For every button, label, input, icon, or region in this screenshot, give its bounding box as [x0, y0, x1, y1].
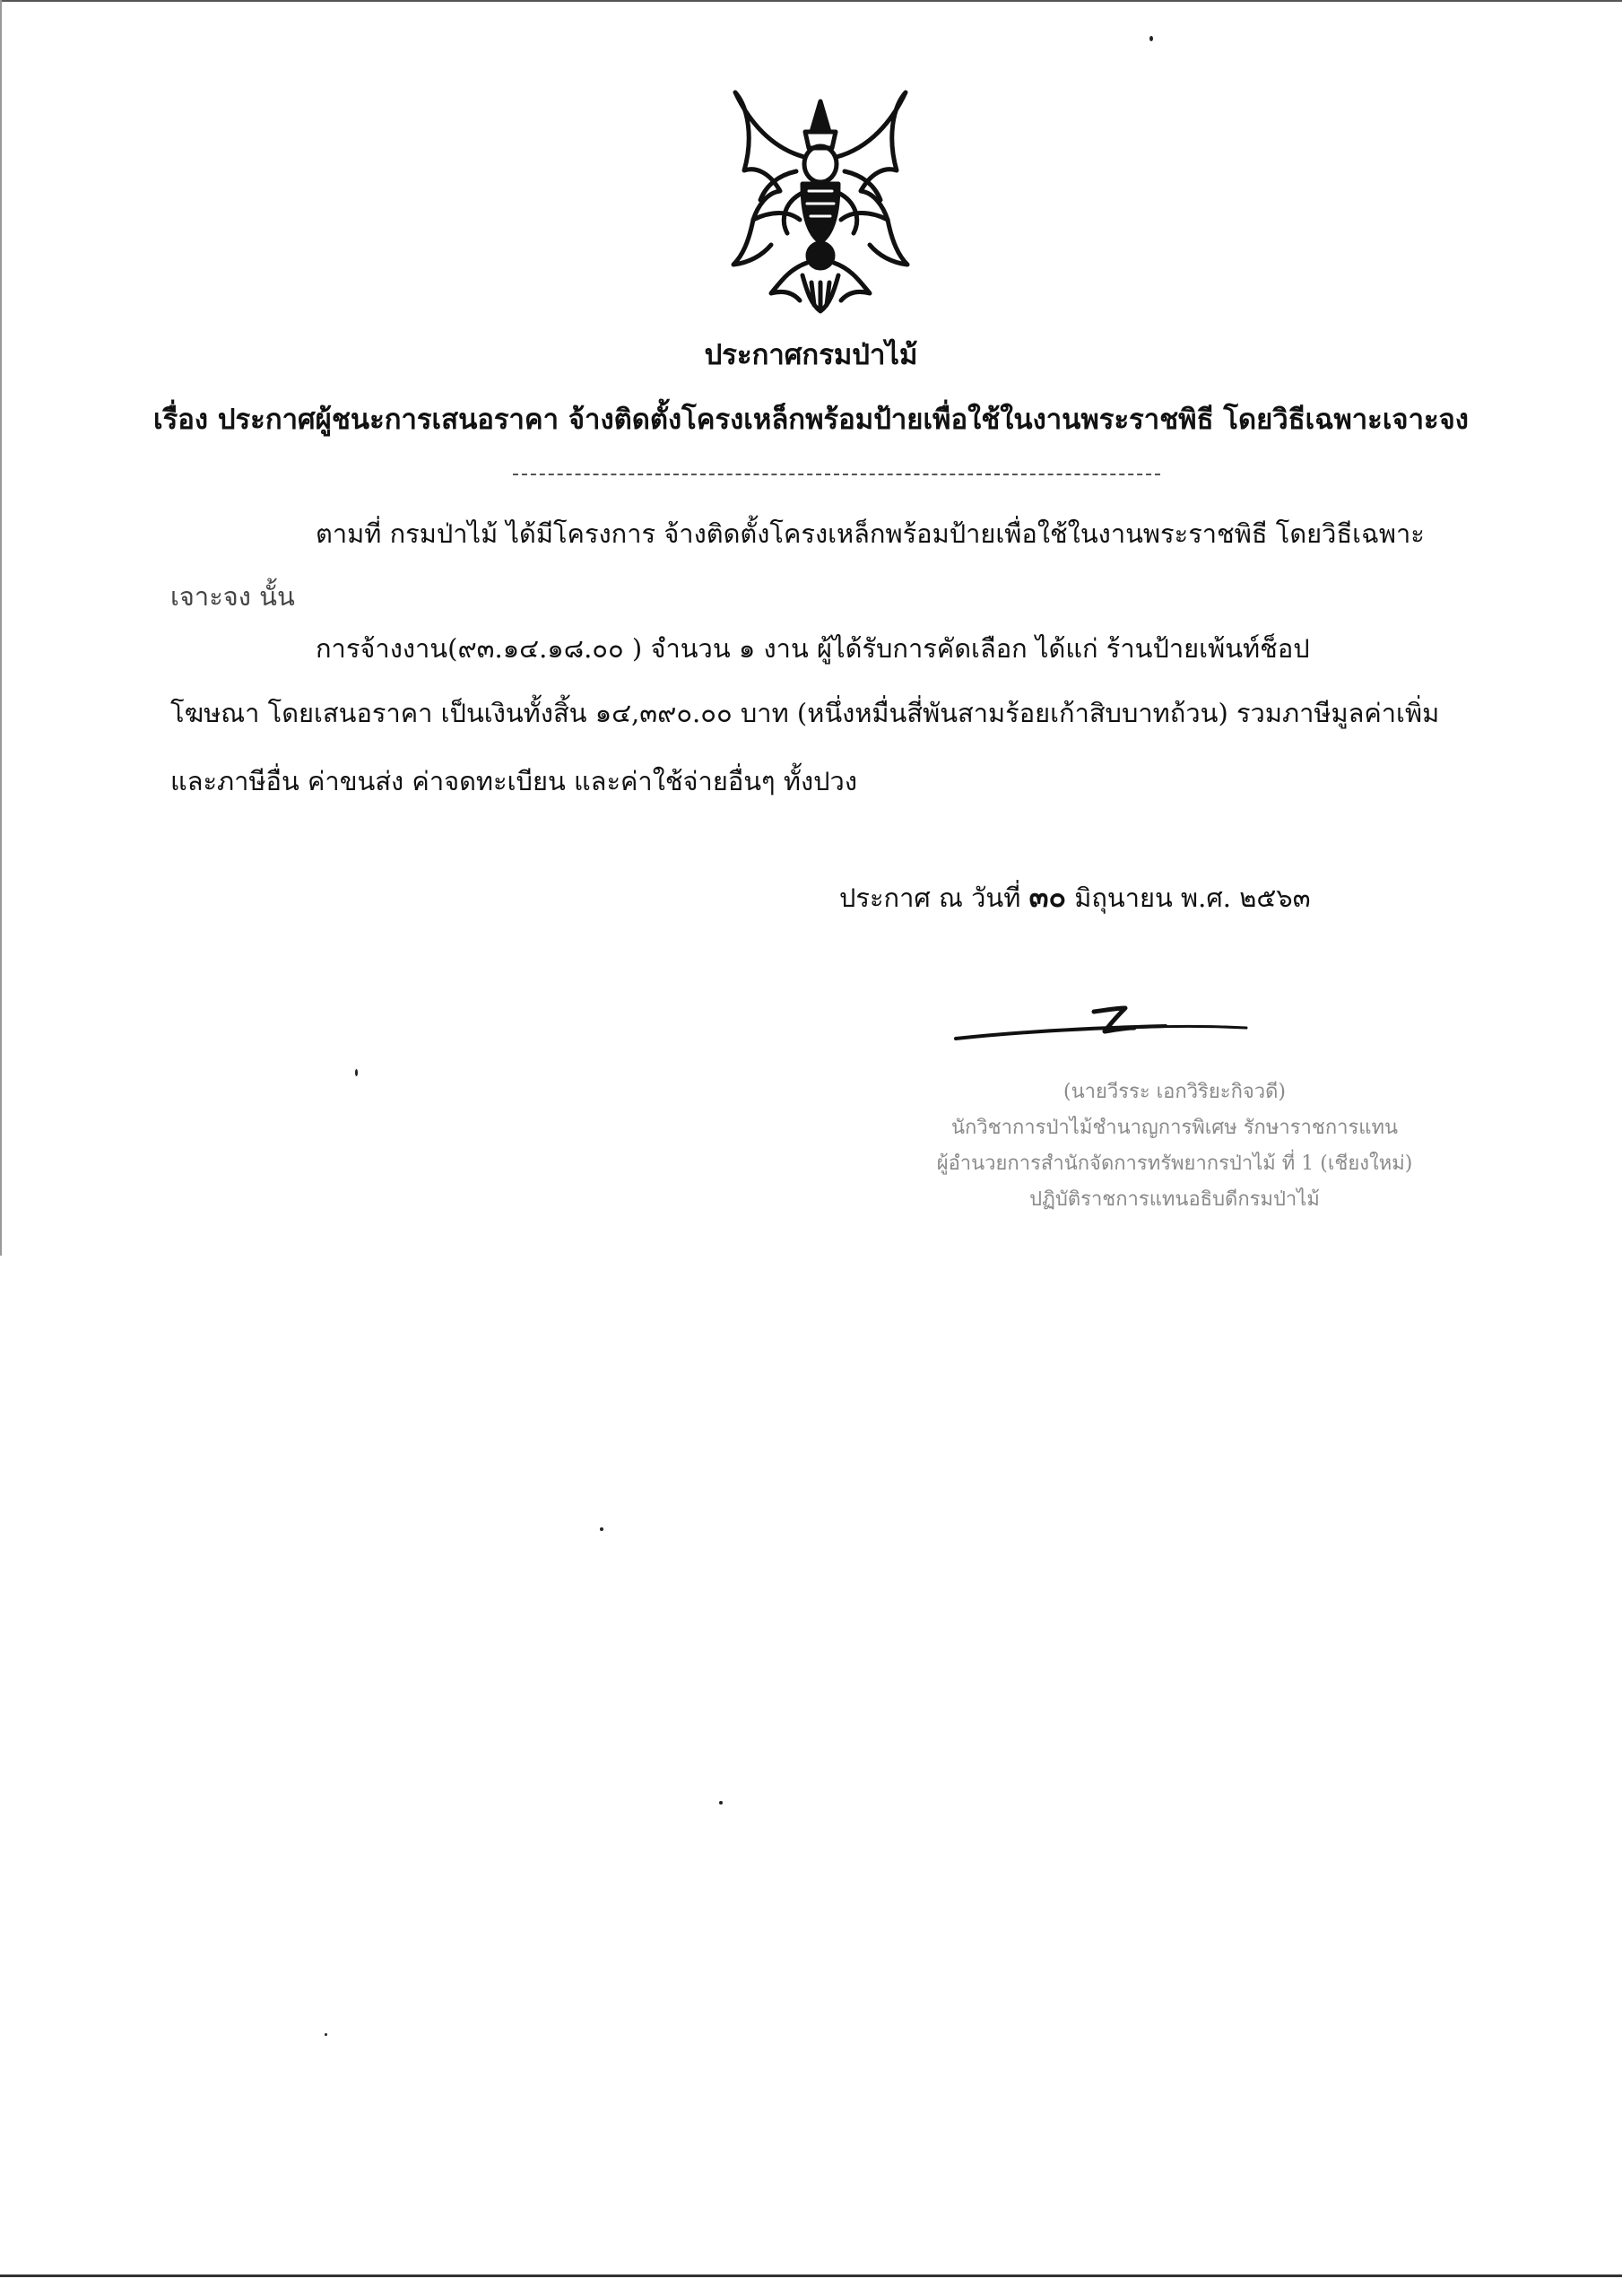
date-month-year: มิถุนายน พ.ศ. ๒๕๖๓: [1074, 883, 1311, 913]
date-day: ๓๐: [1028, 880, 1067, 914]
paragraph2-line2: โฆษณา โดยเสนอราคา เป็นเงินทั้งสิ้น ๑๔,๓๙๐.๐๐ บาท (หนึ่งหมื่นสี่พันสามร้อยเก้าสิบบาทถ้วน) รวมภาษีมูลค่าเพิ่ม: [170, 698, 1440, 728]
scan-edge-left: [0, 0, 2, 1256]
signer-block: [861, 1074, 1488, 1218]
scan-edge-bottom: [0, 2274, 1622, 2277]
paragraph1-line1: ตามที่ กรมป่าไม้ ได้มีโครงการ จ้างติดตั้งโครงเหล็กพร้อมป้ายเพื่อใช้ในงานพระราชพิธี โดยวิธีเฉพาะ: [316, 518, 1425, 549]
paragraph2-line1: การจ้างงาน(๙๓.๑๔.๑๘.๐๐ ) จำนวน ๑ งาน ผู้ได้รับการคัดเลือก ได้แก่ ร้านป้ายเพ้นท์ช็อป: [316, 633, 1310, 664]
signer-name: (นายวีรระ เอกวิริยะกิจวดี): [1063, 1081, 1287, 1103]
signer-title-2: ผู้อำนวยการสำนักจัดการทรัพยากรป่าไม้ ที่ 1 (เชียงใหม่): [936, 1152, 1413, 1175]
handwritten-signature: [950, 996, 1255, 1049]
date-prefix: ประกาศ ณ วันที่: [839, 883, 1021, 913]
scan-speck: [325, 2033, 327, 2036]
signer-title-1: นักวิชาการป่าไม้ชำนาญการพิเศษ รักษาราชการแทน: [950, 1117, 1399, 1139]
scan-speck: [600, 1527, 603, 1531]
paragraph1-line2: เจาะจง นั้น: [170, 581, 295, 612]
signer-title-3: ปฏิบัติราชการแทนอธิบดีกรมป่าไม้: [1029, 1188, 1320, 1211]
dashed-divider: [513, 474, 1160, 475]
scan-speck: [719, 1801, 723, 1805]
announcement-date: [839, 874, 1311, 920]
scan-speck: [355, 1069, 358, 1076]
scan-edge-top: [0, 0, 1622, 2]
garuda-emblem-icon: [717, 85, 924, 318]
agency-title: ประกาศกรมป่าไม้: [704, 339, 918, 371]
scan-speck: [1149, 36, 1153, 41]
subject-line: เรื่อง ประกาศผู้ชนะการเสนอราคา จ้างติดตั้งโครงเหล็กพร้อมป้ายเพื่อใช้ในงานพระราชพิธี โดยวิธีเฉพาะเจาะจง: [153, 404, 1469, 436]
paragraph2-line3: และภาษีอื่น ค่าขนส่ง ค่าจดทะเบียน และค่าใช้จ่ายอื่นๆ ทั้งปวง: [170, 766, 857, 796]
